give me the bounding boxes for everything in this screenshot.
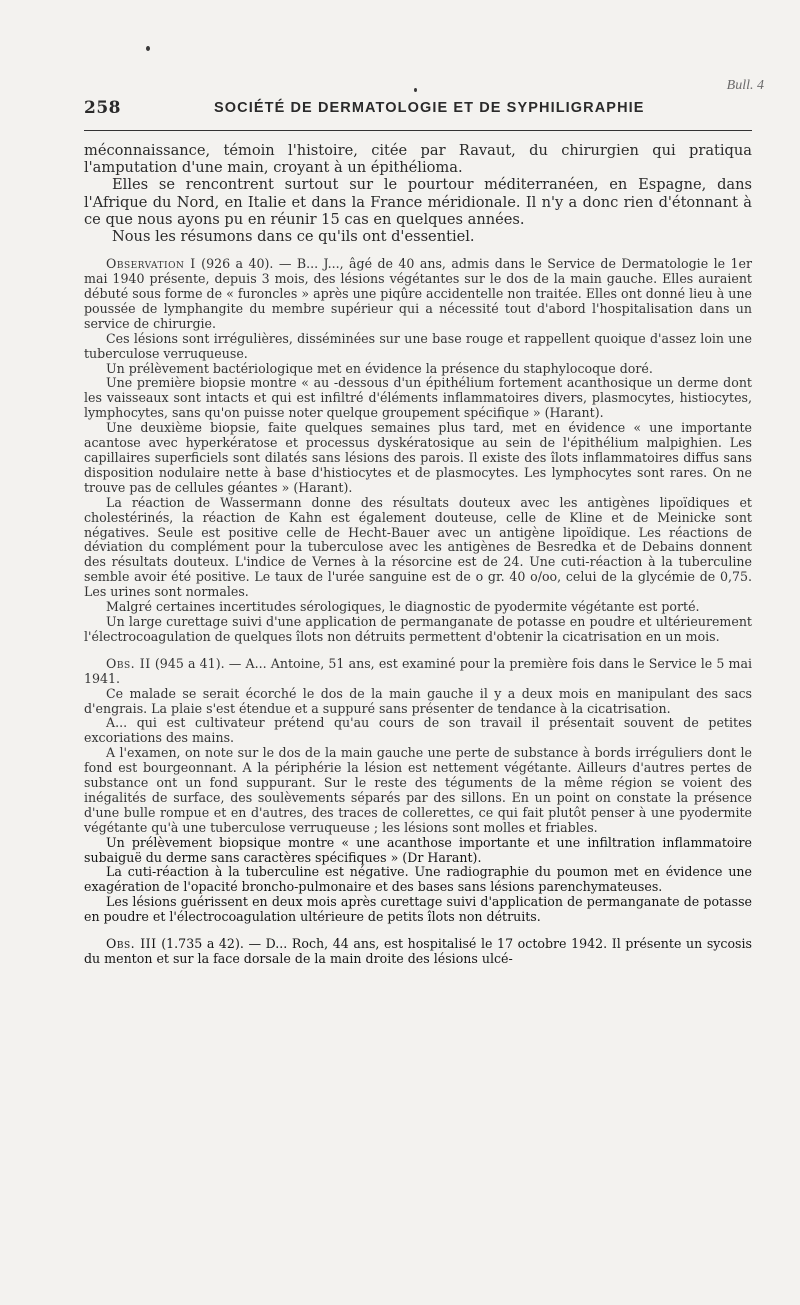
print-speck — [414, 88, 417, 92]
observation-label: Obs. II — [106, 655, 151, 671]
paragraph: Elles se rencontrent surtout sur le pourtour méditerranéen, en Espagne, dans l'Afrique du Nord, en Italie et dans la France méridionale. Il n'y a donc rien d'étonnant à ce que nous ayons pu en réunir 15 cas en quelques années. — [84, 176, 752, 228]
observation-text: (945 a 41). — A... Antoine, 51 ans, est examiné pour la première fois dans le Service le 5 mai 1941. — [84, 655, 752, 686]
paragraph: Ces lésions sont irrégulières, disséminées sur une base rouge et rappellent quoique d'assez loin une tuberculose verruqueuse. — [84, 330, 752, 361]
paragraph: A l'examen, on note sur le dos de la main gauche une perte de substance à bords irréguliers dont le fond est bourgeonnant. A la périphérie la lésion est nettement végétante. Ailleurs d'autres pertes de substance ont un fond suppurant. Sur le reste des téguments de la même région se voient des inégalités de surface, des soulèvements séparés par des sillons. En un point on constate la présence d'une bulle rompue et en d'autres, des traces de collerettes, ce qui fait plutôt penser à une pyodermite végétante qu'à une tuberculose verruqueuse ; les lésions sont molles et friables. — [84, 745, 752, 835]
observation-text: (1.735 a 42). — D... Roch, 44 ans, est hospitalisé le 17 octobre 1942. Il présente un sycosis du menton et sur la face dorsale de la main droite des lésions ulcé- — [84, 936, 752, 966]
observation-1-intro — [84, 257, 752, 332]
paragraph: Un prélèvement bactériologique met en évidence la présence du staphylocoque doré. — [106, 360, 653, 376]
page-header — [84, 98, 752, 122]
page-number: 258 — [84, 98, 121, 118]
print-speck — [146, 46, 150, 51]
paragraph: Une première biopsie montre « au -dessous d'un épithélium fortement acanthosique un derme dont les vaisseaux sont intacts et qui est infiltré d'éléments inflammatoires divers, plasmocytes, histiocytes, lymphocytes, sans qu'on puisse noter quelque groupement spécifique » (Harant). — [84, 375, 752, 421]
paragraph: Un prélèvement biopsique montre « une acanthose importante et une infiltration inflammatoire subaiguë du derme sans caractères spécifiques » (Dr Harant). — [84, 834, 752, 865]
paragraph: Une deuxième biopsie, faite quelques semaines plus tard, met en évidence « une importante acantose avec hyperkératose et processus dyskératosique au sein de l'épithélium malpighien. Les capillaires superficiels sont dilatés sans lésions des parois. Il existe des îlots inflammatoires diffus sans disposition nodulaire nette à base d'histiocytes et de plasmocytes. Les lymphocytes sont rares. On ne trouve pas de cellules géantes » (Harant). — [84, 420, 752, 495]
observation-label: Obs. III — [106, 936, 157, 952]
corner-note: Bull. 4 — [726, 78, 764, 93]
paragraph: Nous les résumons dans ce qu'ils ont d'essentiel. — [112, 228, 475, 246]
paragraph: Ce malade se serait écorché le dos de la main gauche il y a deux mois en manipulant des sacs d'engrais. La plaie s'est étendue et a suppuré sans présenter de tendance à la cicatrisation. — [84, 685, 752, 716]
paragraph: méconnaissance, témoin l'histoire, citée par Ravaut, du chirurgien qui pratiqua l'amputation d'une main, croyant à un épithélioma. — [84, 142, 752, 177]
observation-text: (926 a 40). — B... J..., âgé de 40 ans, admis dans le Service de Dermatologie le 1er mai 1940 présente, depuis 3 mois, des lésions végétantes sur le dos de la main gauche. Elles auraient débuté sous forme de « furoncles » après une piqûre accidentelle non traitée. Elles ont donné lieu à une poussée de lymphangite du membre supérieur qui a nécessité tout d'abord l'hospitalisation dans un service de chirurgie. — [84, 256, 752, 331]
paragraph: Malgré certaines incertitudes sérologiques, le diagnostic de pyodermite végétante est porté. — [106, 599, 700, 615]
paragraph: La cuti-réaction à la tuberculine est négative. Une radiographie du poumon met en évidence une exagération de l'opacité broncho-pulmonaire et des bases sans lésions parenchymateuses. — [84, 864, 752, 895]
body-text — [84, 142, 752, 967]
paragraph: La réaction de Wassermann donne des résultats douteux avec les antigènes lipoïdiques et cholestérinés, la réaction de Kahn est également douteuse, celle de Kline et de Meinicke sont négatives. Seule est positive celle de Hecht-Bauer avec un antigène lipoïdique. Les réactions de déviation du complément pour la tuberculose avec les antigènes de Besredka et de Debains donnent des résultats douteux. L'indice de Vernes à la résorcine est de 24. Une cuti-réaction à la tuberculine semble avoir été positive. Le taux de l'urée sanguine est de o gr. 40 o/oo, celui de la glycémie de 0,75. Les urines sont normales. — [84, 494, 752, 600]
observation-2-intro — [84, 657, 752, 687]
running-head: SOCIÉTÉ DE DERMATOLOGIE ET DE SYPHILIGRAPHIE — [214, 100, 645, 116]
observation-label: Observation I — [106, 256, 196, 272]
paragraph: Les lésions guérissent en deux mois après curettage suivi d'application de permanganate de potasse en poudre et l'électrocoagulation ultérieure de petits îlots non détruits. — [84, 894, 752, 925]
observation-3-intro — [84, 937, 752, 967]
header-rule — [84, 130, 752, 131]
paragraph: A... qui est cultivateur prétend qu'au cours de son travail il présentait souvent de petites excoriations des mains. — [84, 715, 752, 746]
paragraph: Un large curettage suivi d'une application de permanganate de potasse en poudre et ultérieurement l'électrocoagulation de quelques îlots non détruits permettent d'obtenir la cicatrisation en un mois. — [84, 613, 752, 644]
